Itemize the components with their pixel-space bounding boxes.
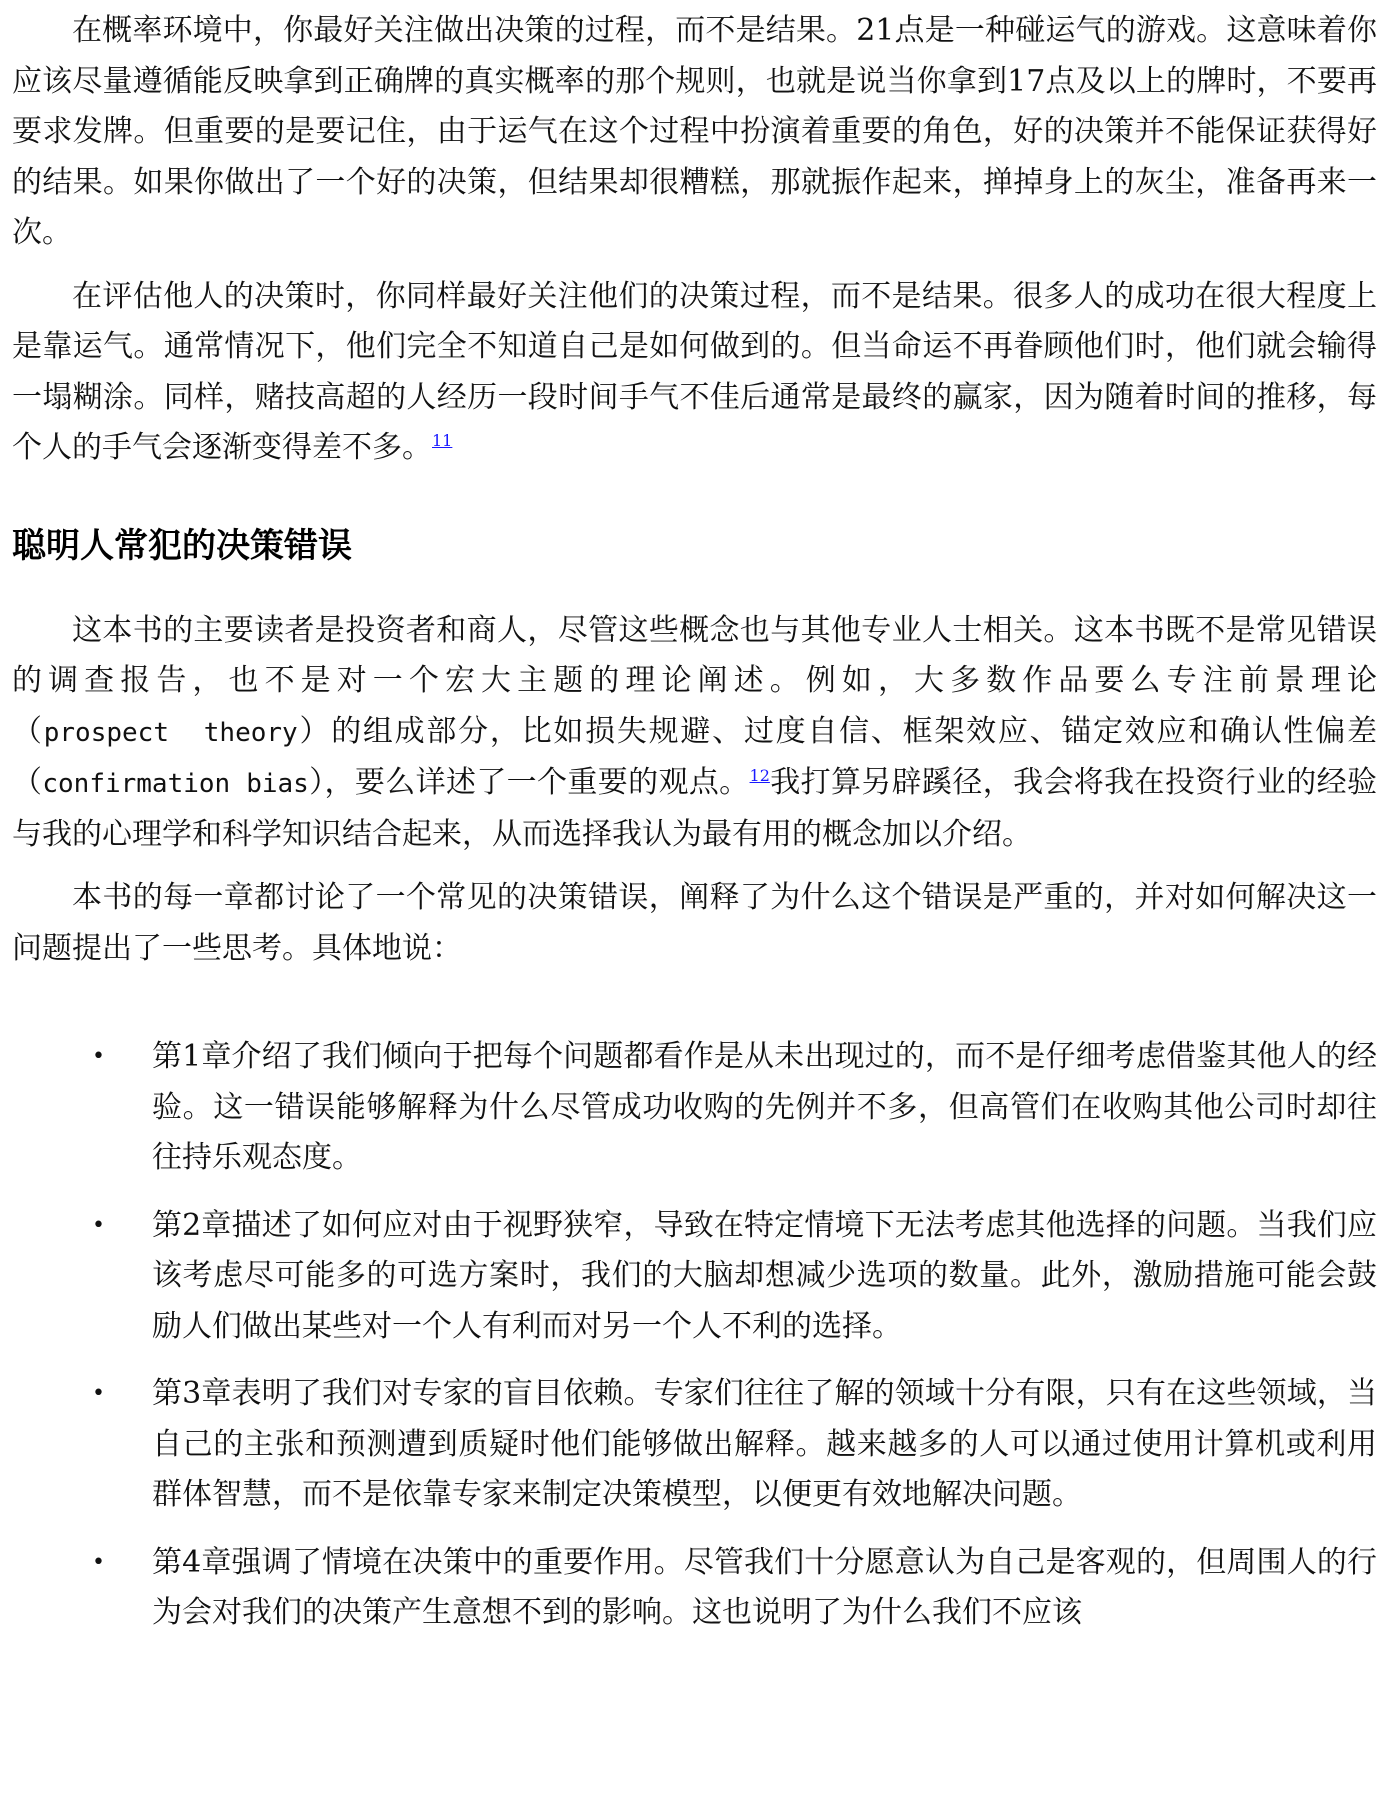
paragraph-text: 在概率环境中，你最好关注做出决策的过程，而不是结果。21点是一种碰运气的游戏。这意味着你应该尽量遵循能反映拿到正确牌的真实概率的那个规则，也就是说当你拿到17点及以上的牌时，不要再要求发牌。但重要的是要记住，由于运气在这个过程中扮演着重要的角色，好的决策并不能保证获得好的结果。如果你做出了一个好的决策，但结果却很糟糕，那就振作起来，掸掉身上的灰尘，准备再来一次。 bbox=[12, 13, 1377, 250]
paragraph-evaluating-others bbox=[12, 272, 1377, 474]
document-page bbox=[12, 6, 1377, 1656]
term-confirmation-bias: confirmation bias bbox=[42, 769, 309, 799]
bullet-icon: • bbox=[92, 1044, 105, 1069]
chapter-summary: 第3章表明了我们对专家的盲目依赖。专家们往往了解的领域十分有限，只有在这些领域，当自己的主张和预测遭到质疑时他们能够做出解释。越来越多的人可以通过使用计算机或利用群体智慧，而不是依靠专家来制定决策模型，以便更有效地解决问题。 bbox=[152, 1376, 1377, 1512]
chapter-summary: 第1章介绍了我们倾向于把每个问题都看作是从未出现过的，而不是仔细考虑借鉴其他人的经验。这一错误能够解释为什么尽管成功收购的先例并不多，但高管们在收购其他公司时却往往持乐观态度。 bbox=[152, 1039, 1377, 1175]
bullet-icon: • bbox=[92, 1212, 105, 1238]
intro-text-1: 这本书的主要读者是投资者和商人，尽管这些概念也与其他专业人士相关。这本书既不是常见错误的调查报告，也不是对一个宏大主题的理论阐述。例如，大多数作品要么专注前景理论（ bbox=[12, 612, 1377, 749]
bullet-icon: • bbox=[92, 1549, 105, 1575]
term-prospect-theory: prospect theory bbox=[43, 717, 298, 748]
list-item bbox=[12, 1369, 1377, 1521]
list-item bbox=[12, 1032, 1377, 1184]
paragraph-text: 在评估他人的决策时，你同样最好关注他们的决策过程，而不是结果。很多人的成功在很大程度上是靠运气。通常情况下，他们完全不知道自己是如何做到的。但当命运不再眷顾他们时，他们就会输得一塌糊涂。同样，赌技高超的人经历一段时间手气不佳后通常是最终的赢家，因为随着时间的推移，每个人的手气会逐渐变得差不多。 bbox=[12, 278, 1377, 465]
chapter-summary: 第4章强调了情境在决策中的重要作用。尽管我们十分愿意认为自己是客观的，但周围人的行为会对我们的决策产生意想不到的影响。这也说明了为什么我们不应该 bbox=[152, 1544, 1377, 1630]
chapter-summary: 第2章描述了如何应对由于视野狭窄，导致在特定情境下无法考虑其他选择的问题。当我们应该考虑尽可能多的可选方案时，我们的大脑却想减少选项的数量。此外，激励措施可能会鼓励人们做出某些对一个人有利而对另一个人不利的选择。 bbox=[152, 1207, 1377, 1344]
intro-text-4: 我打算另辟蹊径，我会将我在投资行业的经验与我的心理学和科学知识结合起来，从而选择我认为最有用的概念加以介绍。 bbox=[12, 765, 1378, 852]
list-item bbox=[12, 1201, 1377, 1353]
section-heading: 聪明人常犯的决策错误 bbox=[12, 525, 352, 566]
paragraph-intro bbox=[12, 606, 1377, 861]
paragraph-probability-process bbox=[12, 6, 1377, 259]
intro-text-2: ）的组成部分，比如损失规避、过度自信、框架效应、锚定效应和确认性偏差（ bbox=[12, 713, 1378, 800]
footnote-link-11[interactable]: 11 bbox=[432, 431, 453, 450]
chapter-list bbox=[12, 1032, 1377, 1639]
paragraph-text: 本书的每一章都讨论了一个常见的决策错误，阐释了为什么这个错误是严重的，并对如何解决这一问题提出了一些思考。具体地说： bbox=[12, 880, 1377, 966]
list-item bbox=[12, 1538, 1377, 1639]
paragraph-summary bbox=[12, 873, 1377, 974]
footnote-link-12[interactable]: 12 bbox=[749, 766, 770, 785]
intro-text-3: ），要么详述了一个重要的观点。 bbox=[308, 765, 750, 800]
bullet-icon: • bbox=[92, 1381, 105, 1406]
